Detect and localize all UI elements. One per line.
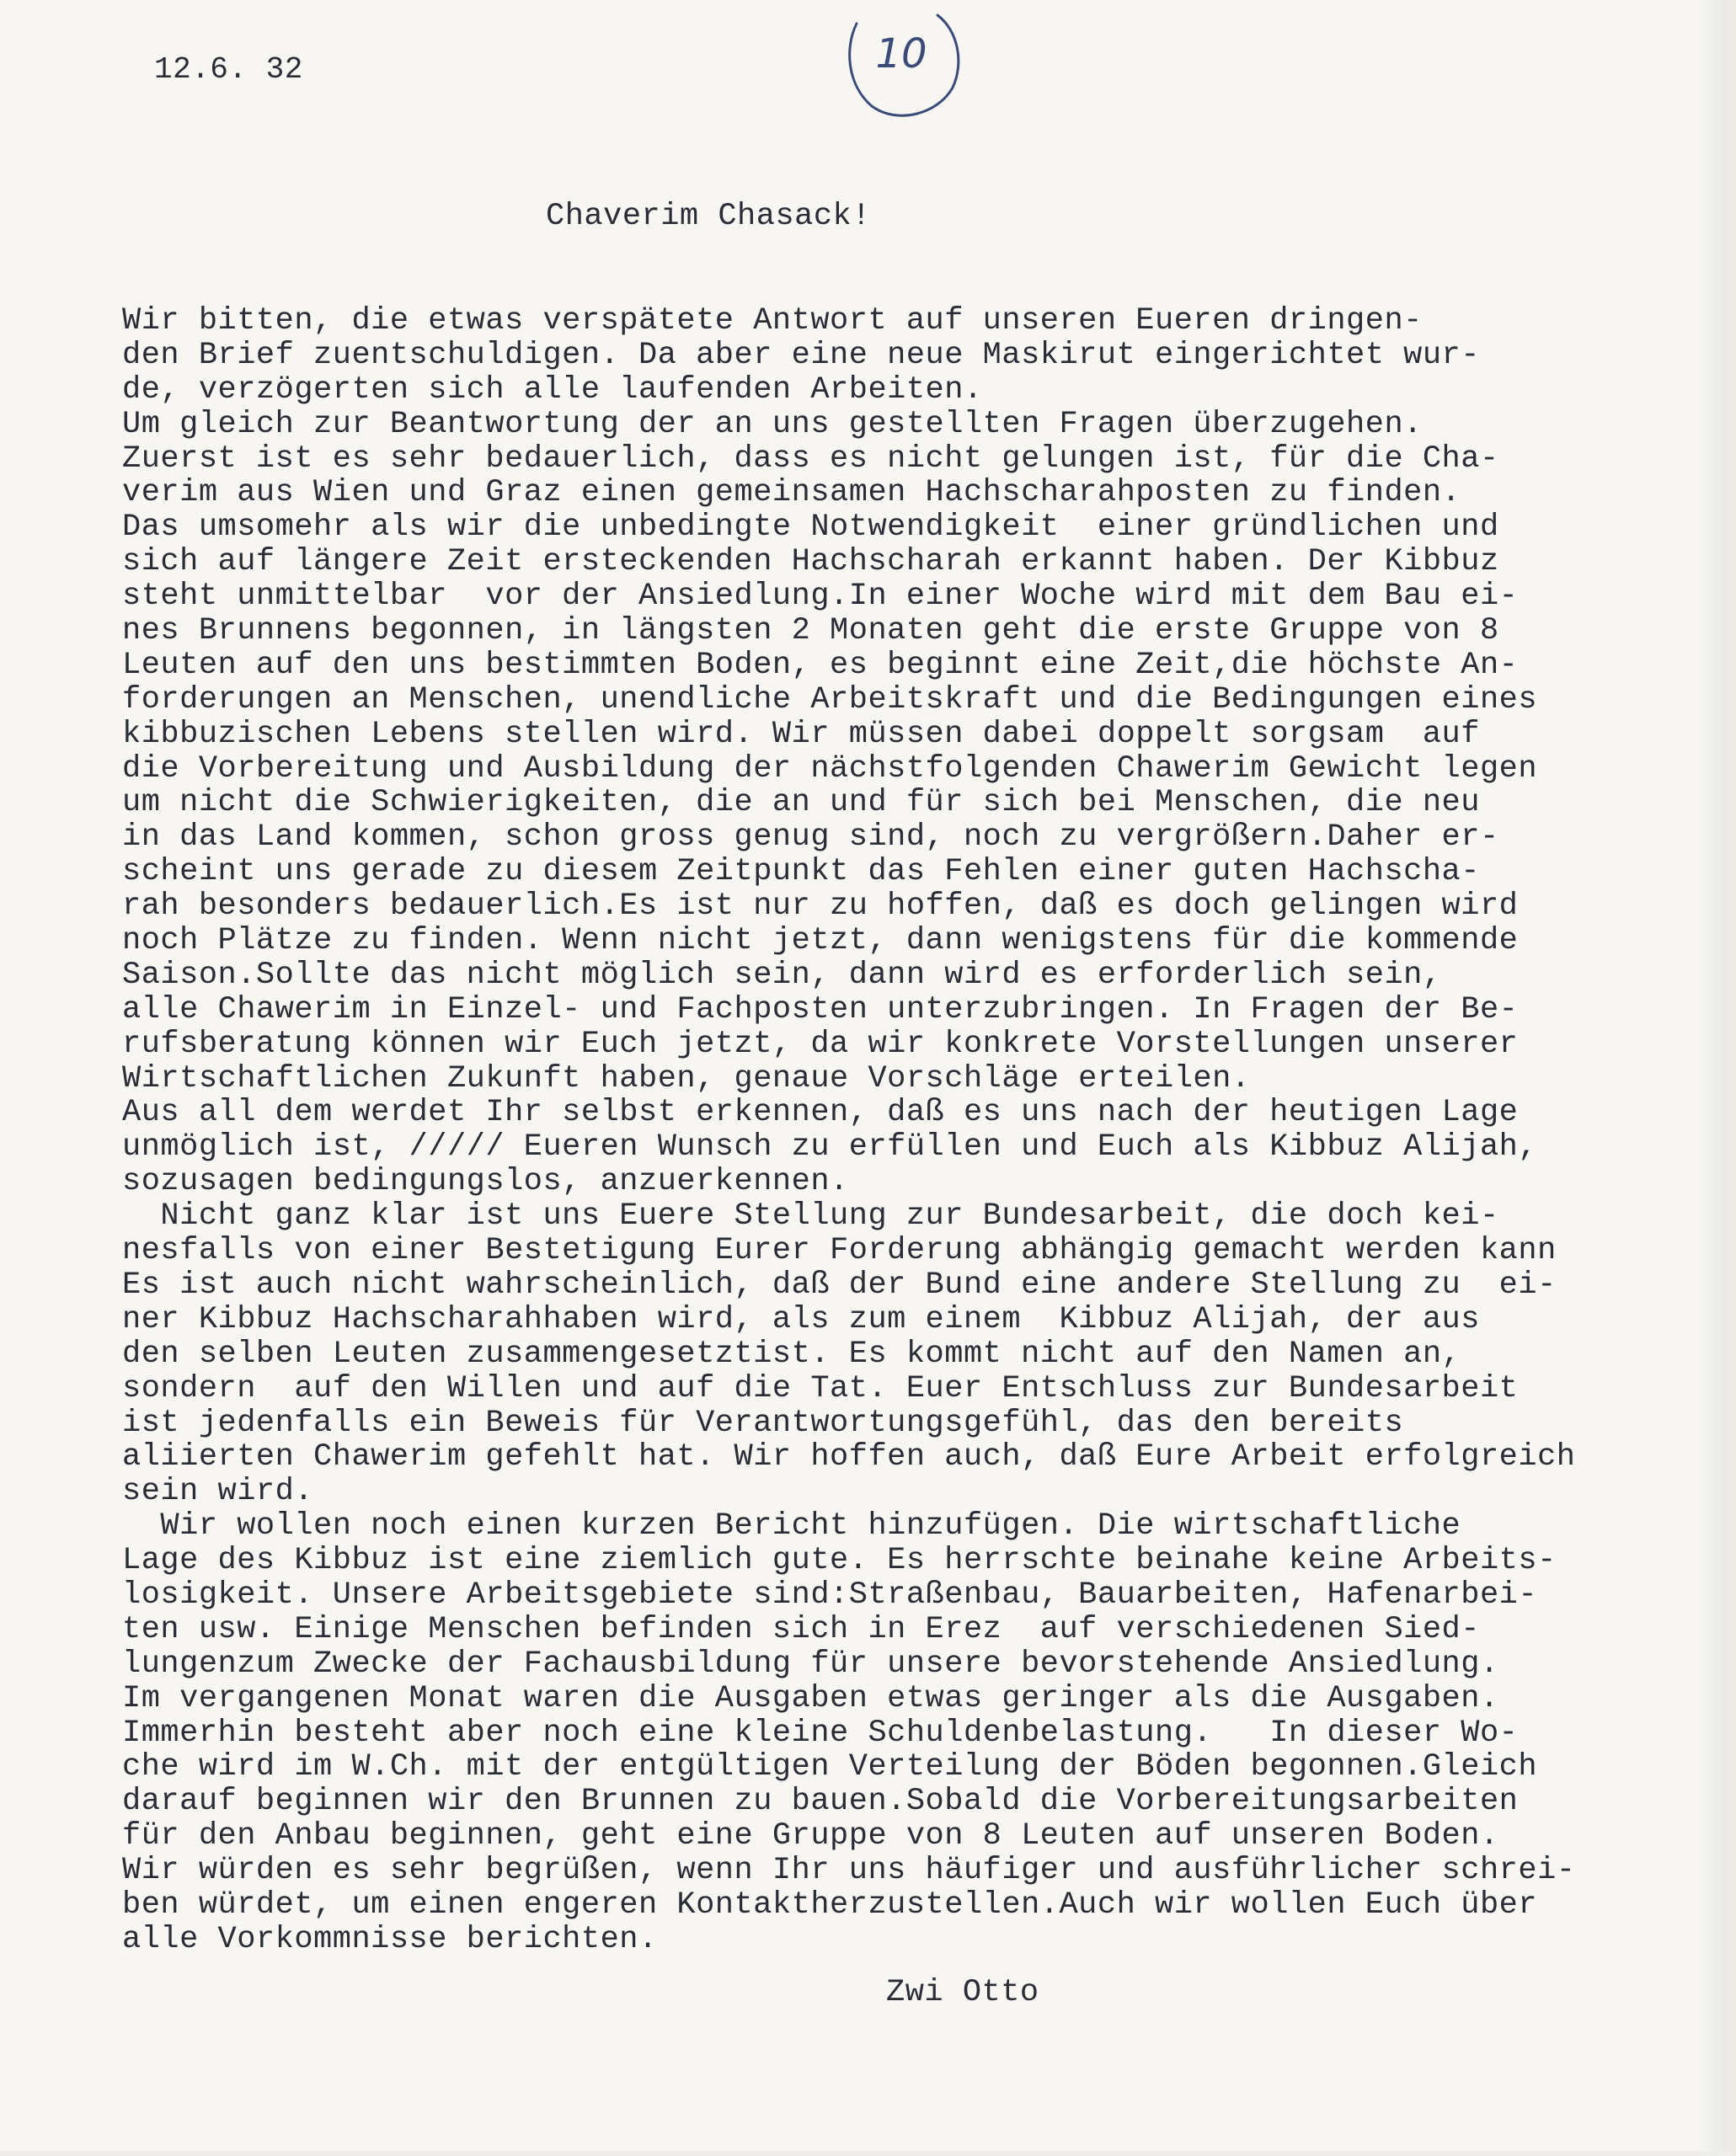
letter-line: den Brief zuentschuldigen. Da aber eine neue Maskirut eingerichtet wur- (122, 337, 1480, 373)
folio-stamp (838, 7, 964, 123)
letter-line: kibbuzischen Lebens stellen wird. Wir müssen dabei doppelt sorgsam auf (122, 716, 1480, 752)
letter-line: scheint uns gerade zu diesem Zeitpunkt das Fehlen einer guten Hachscha- (122, 854, 1480, 890)
letter-line: unmöglich ist, ///// Eueren Wunsch zu erfüllen und Euch als Kibbuz Alijah, (122, 1129, 1538, 1166)
letter-line: Um gleich zur Beantwortung der an uns gestellten Fragen überzugehen. (122, 406, 1423, 442)
letter-line: ner Kibbuz Hachscharahhaben wird, als zum einem Kibbuz Alijah, der aus (122, 1301, 1480, 1337)
letter-line: Saison.Sollte das nicht möglich sein, dann wird es erforderlich sein, (122, 957, 1442, 993)
letter-line: nesfalls von einer Bestetigung Eurer Forderung abhängig gemacht werden kann (122, 1233, 1557, 1269)
letter-line: alle Chawerim in Einzel- und Fachposten unterzubringen. In Fragen der Be- (122, 991, 1519, 1027)
letter-line: Immerhin besteht aber noch eine kleine Schuldenbelastung. In dieser Wo- (122, 1715, 1519, 1751)
letter-line: che wird im W.Ch. mit der entgültigen Verteilung der Böden begonnen.Gleich (122, 1749, 1538, 1785)
letter-line: in das Land kommen, schon gross genug sind, noch zu vergrößern.Daher er- (122, 819, 1499, 856)
letter-line: steht unmittelbar vor der Ansiedlung.In einer Woche wird mit dem Bau ei- (122, 579, 1519, 615)
letter-line: darauf beginnen wir den Brunnen zu bauen.Sobald die Vorbereitungsarbeiten (122, 1784, 1519, 1820)
letter-line: Im vergangenen Monat waren die Ausgaben etwas geringer als die Ausgaben. (122, 1680, 1499, 1716)
signature: Zwi Otto (886, 1975, 1039, 2010)
letter-line: Lage des Kibbuz ist eine ziemlich gute. Es herrschte beinahe keine Arbeits- (122, 1543, 1557, 1579)
letter-line: forderungen an Menschen, unendliche Arbeitskraft und die Bedingungen eines (122, 681, 1538, 718)
letter-line: Es ist auch nicht wahrscheinlich, daß der Bund eine andere Stellung zu ei- (122, 1267, 1557, 1303)
letter-line: Das umsomehr als wir die unbedingte Notwendigkeit einer gründlichen und (122, 510, 1499, 546)
letter-line: noch Plätze zu finden. Wenn nicht jetzt, dann wenigstens für die kommende (122, 923, 1519, 959)
letter-line: Wir wollen noch einen kurzen Bericht hinzufügen. Die wirtschaftliche (122, 1508, 1461, 1545)
letter-line: Nicht ganz klar ist uns Euere Stellung zur Bundesarbeit, die doch kei- (122, 1198, 1499, 1235)
letter-line: de, verzögerten sich alle laufenden Arbeiten. (122, 371, 983, 408)
letter-line: aliierten Chawerim gefehlt hat. Wir hoffen auch, daß Eure Arbeit erfolgreich (122, 1439, 1576, 1476)
letter-body (122, 304, 1664, 1957)
letter-line: lungenzum Zwecke der Fachausbildung für unsere bevorstehende Ansiedlung. (122, 1646, 1499, 1682)
letter-line: losigkeit. Unsere Arbeitsgebiete sind:Straßenbau, Bauarbeiten, Hafenarbei- (122, 1577, 1538, 1613)
letter-line: Leuten auf den uns bestimmten Boden, es beginnt eine Zeit,die höchste An- (122, 647, 1519, 683)
folio-number: 10 (875, 30, 927, 77)
letter-line: alle Vorkommnisse berichten. (122, 1921, 658, 1957)
letter-line: den selben Leuten zusammengesetztist. Es kommt nicht auf den Namen an, (122, 1336, 1461, 1372)
letter-line: Wir würden es sehr begrüßen, wenn Ihr uns häufiger und ausführlicher schrei- (122, 1853, 1576, 1889)
letter-line: nes Brunnens begonnen, in längsten 2 Monaten geht die erste Gruppe von 8 (122, 613, 1499, 649)
letter-line: ben würdet, um einen engeren Kontaktherzustellen.Auch wir wollen Euch über (122, 1886, 1538, 1923)
letter-line: rufsberatung können wir Euch jetzt, da wir konkrete Vorstellungen unserer (122, 1026, 1519, 1062)
letter-line: rah besonders bedauerlich.Es ist nur zu hoffen, daß es doch gelingen wird (122, 889, 1519, 925)
letter-line: ten usw. Einige Menschen befinden sich in Erez auf verschiedenen Sied- (122, 1611, 1480, 1647)
letter-line: sozusagen bedingungslos, anzuerkennen. (122, 1164, 849, 1200)
letter-line: sein wird. (122, 1474, 314, 1510)
letter-line: sich auf längere Zeit ersteckenden Hachscharah erkannt haben. Der Kibbuz (122, 544, 1499, 580)
letter-line: um nicht die Schwierigkeiten, die an und für sich bei Menschen, die neu (122, 785, 1480, 821)
letter-line: Aus all dem werdet Ihr selbst erkennen, daß es uns nach der heutigen Lage (122, 1095, 1519, 1131)
letter-line: Zuerst ist es sehr bedauerlich, dass es nicht gelungen ist, für die Cha- (122, 440, 1499, 477)
page-edge-shadow (1697, 0, 1728, 2151)
letter-line: für den Anbau beginnen, geht eine Gruppe von 8 Leuten auf unseren Boden. (122, 1818, 1499, 1854)
letter-line: die Vorbereitung und Ausbildung der nächstfolgenden Chawerim Gewicht legen (122, 750, 1538, 787)
letter-line: sondern auf den Willen und auf die Tat. Euer Entschluss zur Bundesarbeit (122, 1370, 1519, 1406)
letter-date: 12.6. 32 (154, 52, 303, 87)
letter-line: Wir bitten, die etwas verspätete Antwort auf unseren Eueren dringen- (122, 303, 1423, 339)
letter-line: Wirtschaftlichen Zukunft haben, genaue Vorschläge erteilen. (122, 1060, 1251, 1097)
salutation: Chaverim Chasack! (546, 199, 871, 234)
letter-line: verim aus Wien und Graz einen gemeinsamen Hachscharahposten zu finden. (122, 475, 1461, 511)
letter-line: ist jedenfalls ein Beweis für Verantwortungsgefühl, das den bereits (122, 1405, 1404, 1441)
